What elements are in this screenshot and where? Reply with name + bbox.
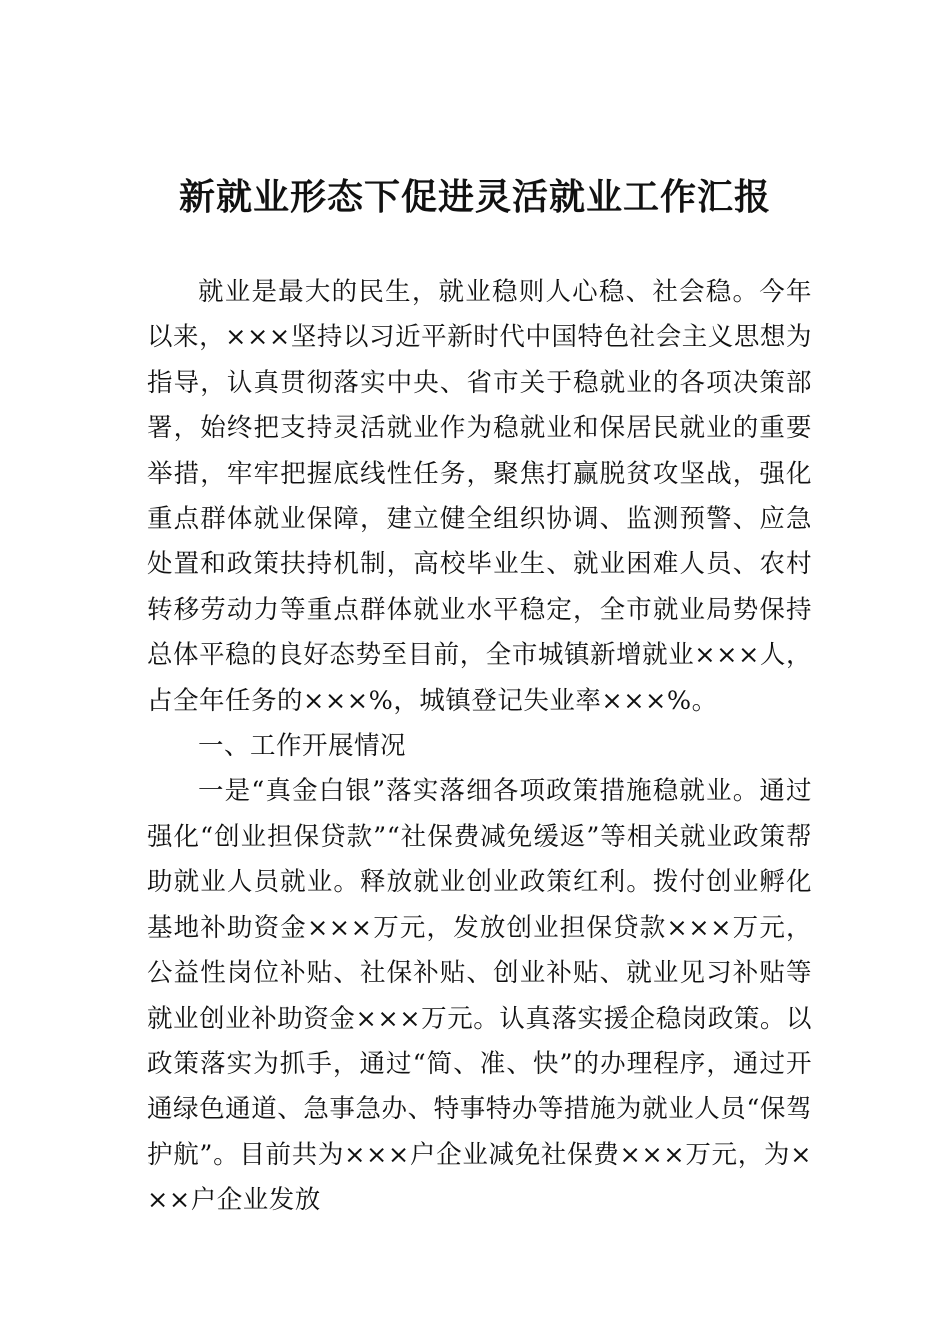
document-title: 新就业形态下促进灵活就业工作汇报 [178, 176, 771, 218]
intro-paragraph: 就业是最大的民生，就业稳则人心稳、社会稳。今年以来，×××坚持以习近平新时代中国特色社会主义思想为指导，认真贯彻落实中央、省市关于稳就业的各项决策部署，始终把支持灵活就业作为稳就业和保居民就业的重要举措，牢牢把握底线性任务，聚焦打赢脱贫攻坚战，强化重点群体就业保障，建立健全组织协调、监测预警、应急处置和政策扶持机制，高校毕业生、就业困难人员、农村转移劳动力等重点群体就业水平稳定，全市就业局势保持总体平稳的良好态势至目前，全市城镇新增就业×××人，占全年任务的×××%，城镇登记失业率×××%。 [147, 277, 812, 716]
document-body [147, 270, 812, 1224]
section-body-paragraph: 一是“真金白银”落实落细各项政策措施稳就业。通过强化“创业担保贷款”“社保费减免缓返”等相关就业政策帮助就业人员就业。释放就业创业政策红利。拨付创业孵化基地补助资金×××万元，发放创业担保贷款×××万元，公益性岗位补贴、社保补贴、创业补贴、就业见习补贴等就业创业补助资金×××万元。认真落实援企稳岗政策。以政策落实为抓手，通过“简、准、快”的办理程序，通过开通绿色通道、急事急办、特事特办等措施为就业人员“保驾护航”。目前共为×××户企业减免社保费×××万元，为×××户企业发放 [147, 776, 812, 1216]
section-heading: 一、工作开展情况 [198, 731, 407, 762]
